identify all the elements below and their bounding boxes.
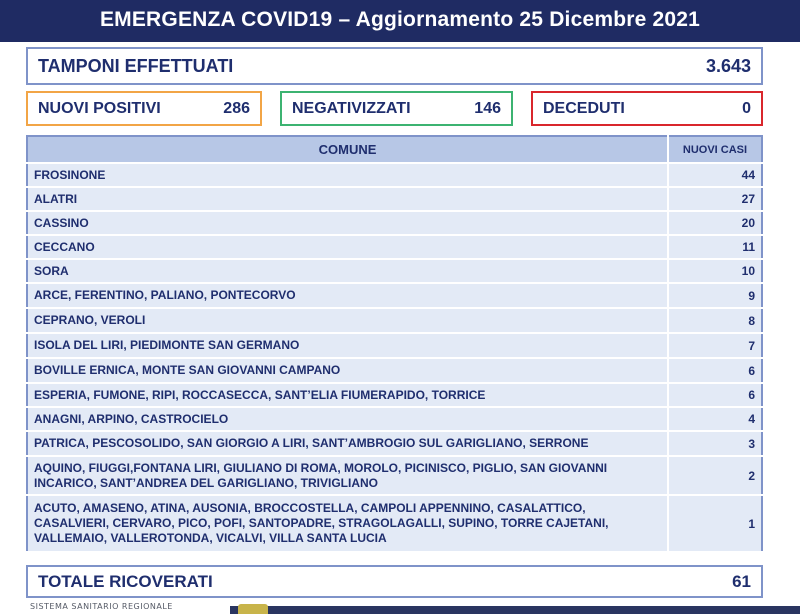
negativizzati-value: 146 [474,99,501,117]
totale-ricoverati-label: TOTALE RICOVERATI [38,571,213,591]
nuovi-casi-cell: 10 [668,259,762,283]
table-row [27,495,762,552]
table-row [27,456,762,495]
deceduti-box [531,91,763,126]
nuovi-casi-cell: 44 [668,163,762,187]
nuovi-positivi-label: NUOVI POSITIVI [38,99,161,117]
negativizzati-label: NEGATIVIZZATI [292,99,411,117]
column-header-comune: COMUNE [27,136,668,163]
deceduti-label: DECEDUTI [543,99,625,117]
comune-cell: ACUTO, AMASENO, ATINA, AUSONIA, BROCCOSTELLA, CAMPOLI APPENNINO, CASALATTICO, CASALVIERI, CERVARO, PICO, POFI, SANTOPADRE, STRAGOLAGALLI, SUPINO, TORRE CAJETANI, VALLEMAIO, VALLEROTONDA, VICALVI, VILLA SANTA LUCIA [27,495,668,552]
nuovi-casi-cell: 7 [668,333,762,358]
nuovi-casi-cell: 6 [668,383,762,407]
table-row [27,358,762,383]
comune-cell: BOVILLE ERNICA, MONTE SAN GIOVANNI CAMPANO [27,358,668,383]
table-row [27,407,762,431]
nuovi-casi-cell: 9 [668,283,762,308]
comune-cell: FROSINONE [27,163,668,187]
nuovi-casi-cell: 6 [668,358,762,383]
table-row [27,163,762,187]
comune-cell: ARCE, FERENTINO, PALIANO, PONTECORVO [27,283,668,308]
nuovi-casi-cell: 20 [668,211,762,235]
nuovi-casi-cell: 1 [668,495,762,552]
tamponi-box [26,47,763,85]
comune-cell: CECCANO [27,235,668,259]
comune-cell: ALATRI [27,187,668,211]
comune-cell: CEPRANO, VEROLI [27,308,668,333]
table-row [27,187,762,211]
comune-cell: ISOLA DEL LIRI, PIEDIMONTE SAN GERMANO [27,333,668,358]
footer-bar [230,606,800,614]
table-row [27,383,762,407]
nuovi-casi-cell: 3 [668,431,762,456]
comune-cell: ANAGNI, ARPINO, CASTROCIELO [27,407,668,431]
comune-cell: PATRICA, PESCOSOLIDO, SAN GIORGIO A LIRI, SANT’AMBROGIO SUL GARIGLIANO, SERRONE [27,431,668,456]
nuovi-positivi-value: 286 [223,99,250,117]
table-row [27,259,762,283]
comuni-table [26,135,763,553]
footer-text: SISTEMA SANITARIO REGIONALE [30,602,173,611]
nuovi-casi-cell: 4 [668,407,762,431]
column-header-nuovi-casi: NUOVI CASI [668,136,762,163]
nuovi-casi-cell: 11 [668,235,762,259]
footer-logo-icon [238,604,268,614]
table-row [27,308,762,333]
page-title: EMERGENZA COVID19 – Aggiornamento 25 Dicembre 2021 [0,0,800,42]
table-row [27,431,762,456]
table-row [27,235,762,259]
nuovi-casi-cell: 2 [668,456,762,495]
nuovi-positivi-box [26,91,262,126]
tamponi-label: TAMPONI EFFETTUATI [38,55,234,76]
nuovi-casi-cell: 27 [668,187,762,211]
table-row [27,283,762,308]
table-body [27,163,762,552]
table-row [27,211,762,235]
comune-cell: SORA [27,259,668,283]
tamponi-value: 3.643 [705,55,751,76]
comune-cell: AQUINO, FIUGGI,FONTANA LIRI, GIULIANO DI ROMA, MOROLO, PICINISCO, PIGLIO, SAN GIOVANNI INCARICO, SANT’ANDREA DEL GARIGLIANO, TRIVIGLIANO [27,456,668,495]
totale-ricoverati-value: 61 [732,571,751,591]
comune-cell: ESPERIA, FUMONE, RIPI, ROCCASECCA, SANT’ELIA FIUMERAPIDO, TORRICE [27,383,668,407]
nuovi-casi-cell: 8 [668,308,762,333]
comune-cell: CASSINO [27,211,668,235]
table-header-row [27,136,762,163]
table-row [27,333,762,358]
deceduti-value: 0 [742,99,751,117]
totale-ricoverati-box [26,565,763,598]
negativizzati-box [280,91,513,126]
